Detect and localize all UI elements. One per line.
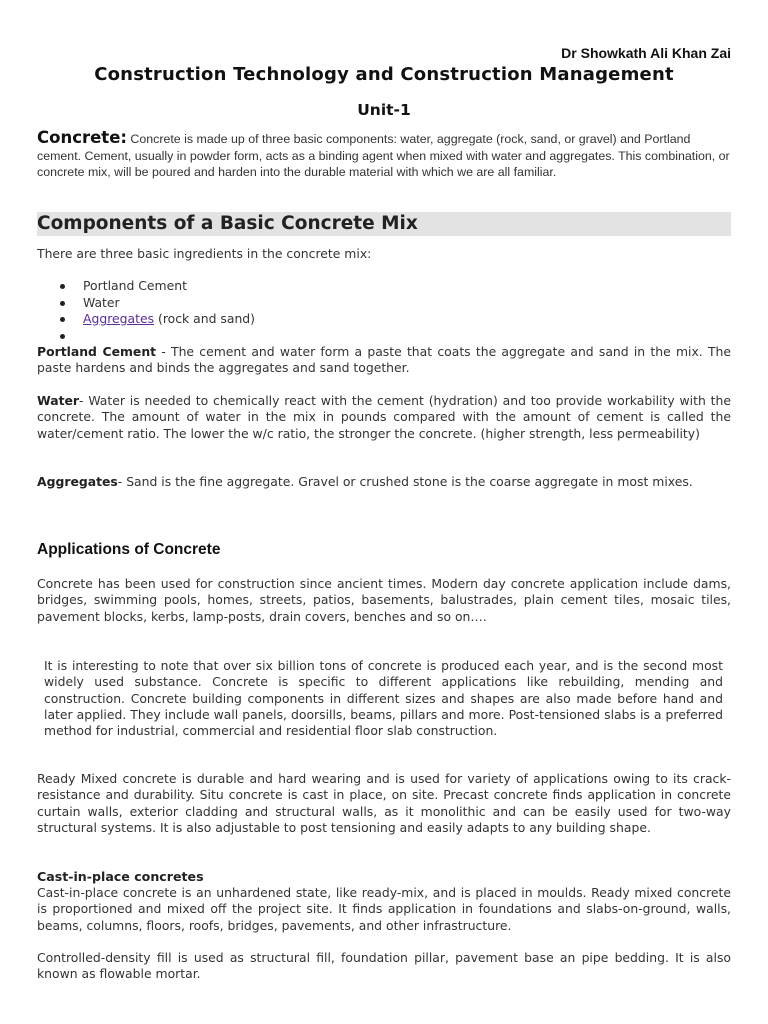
components-lead: There are three basic ingredients in the concrete mix: [37,246,372,261]
water-term: Water [37,393,80,408]
aggregates-text: - Sand is the fine aggregate. Gravel or crushed stone is the coarse aggregate in most mixes. [117,474,693,489]
aggregates-term: Aggregates [37,474,118,489]
unit-label: Unit-1 [357,101,411,119]
portland-cement-term: Portland Cement [37,344,157,359]
list-item [37,295,255,312]
applications-paragraph-3: Ready Mixed concrete is durable and hard wearing and is used for variety of applications owing to its crack-resistance and durability. Situ concrete is cast in place, on site. Precast concrete finds application in concrete curtain walls, exterior cladding and structural walls, as it monolithic and can be easily used for two-way structural systems. It is also adjustable to post tensioning and easily adapts to any building shape. [37,771,731,835]
bullet-icon [60,284,65,289]
applications-heading: Applications of Concrete [37,541,221,558]
document-title: Construction Technology and Construction Management [94,64,674,85]
cast-in-place-heading: Cast-in-place concretes [37,869,204,884]
concrete-term: Concrete: [37,128,127,147]
applications-paragraph-2: It is interesting to note that over six billion tons of concrete is produced each year, and is the second most widely used substance. Concrete is specific to different applications like rebuilding, mending and construction. Concrete building components in different sizes and shapes are also made before hand and later applied. They include wall panels, doorsills, beams, pillars and more. Post-tensioned slabs is a preferred method for industrial, commercial and residential floor slab construction. [44,658,723,739]
ingredients-list [37,278,255,344]
list-item-text: Portland Cement [83,278,187,293]
bullet-icon [60,317,65,322]
bullet-icon [60,334,65,339]
concrete-intro-text: Concrete is made up of three basic components: water, aggregate (rock, sand, or gravel) and Portland cement. Cement, usually in powder form, acts as a binding agent when mixed with water and aggregates. This combination, or concrete mix, will be poured and harden into the durable material with which we are all familiar. [37,132,730,179]
list-item [37,278,255,295]
cast-in-place-paragraph-2: Controlled-density fill is used as structural fill, foundation pillar, pavement base an pipe bedding. It is also known as flowable mortar. [37,950,731,982]
applications-paragraph-1: Concrete has been used for construction since ancient times. Modern day concrete application include dams, bridges, swimming pools, homes, streets, patios, basements, balustrades, plain cement tiles, mosaic tiles, pavement blocks, kerbs, lamp-posts, drain covers, benches and so on…. [37,576,731,624]
author-name: Dr Showkath Ali Khan Zai [561,45,731,61]
aggregates-paragraph [37,474,731,490]
aggregates-link[interactable]: Aggregates [83,311,155,326]
water-text: - Water is needed to chemically react with the cement (hydration) and too provide workability with the concrete. The amount of water in the mix in pounds compared with the amount of cement is called the water/cement ratio. The lower the w/c ratio, the stronger the concrete. (higher strength, less permeability) [37,393,731,441]
portland-cement-text: - The cement and water form a paste that coats the aggregate and sand in the mix. The paste hardens and binds the aggregates and sand together. [37,344,731,376]
list-item-text: (rock and sand) [154,311,255,326]
cast-in-place-paragraph-1: Cast-in-place concrete is an unhardened state, like ready-mix, and is placed in moulds. Ready mixed concrete is proportioned and mixed off the project site. It finds application in foundations and slabs-on-ground, walls, beams, columns, floors, roofs, bridges, pavements, and other infrastructure. [37,885,731,933]
components-heading: Components of a Basic Concrete Mix [37,213,418,234]
bullet-icon [60,301,65,306]
concrete-intro-paragraph [37,130,731,181]
list-item [37,311,255,328]
list-item-text: Water [83,294,120,310]
list-item-empty [37,328,255,345]
portland-cement-paragraph [37,344,731,377]
components-heading-band [37,212,731,236]
water-paragraph [37,393,731,442]
